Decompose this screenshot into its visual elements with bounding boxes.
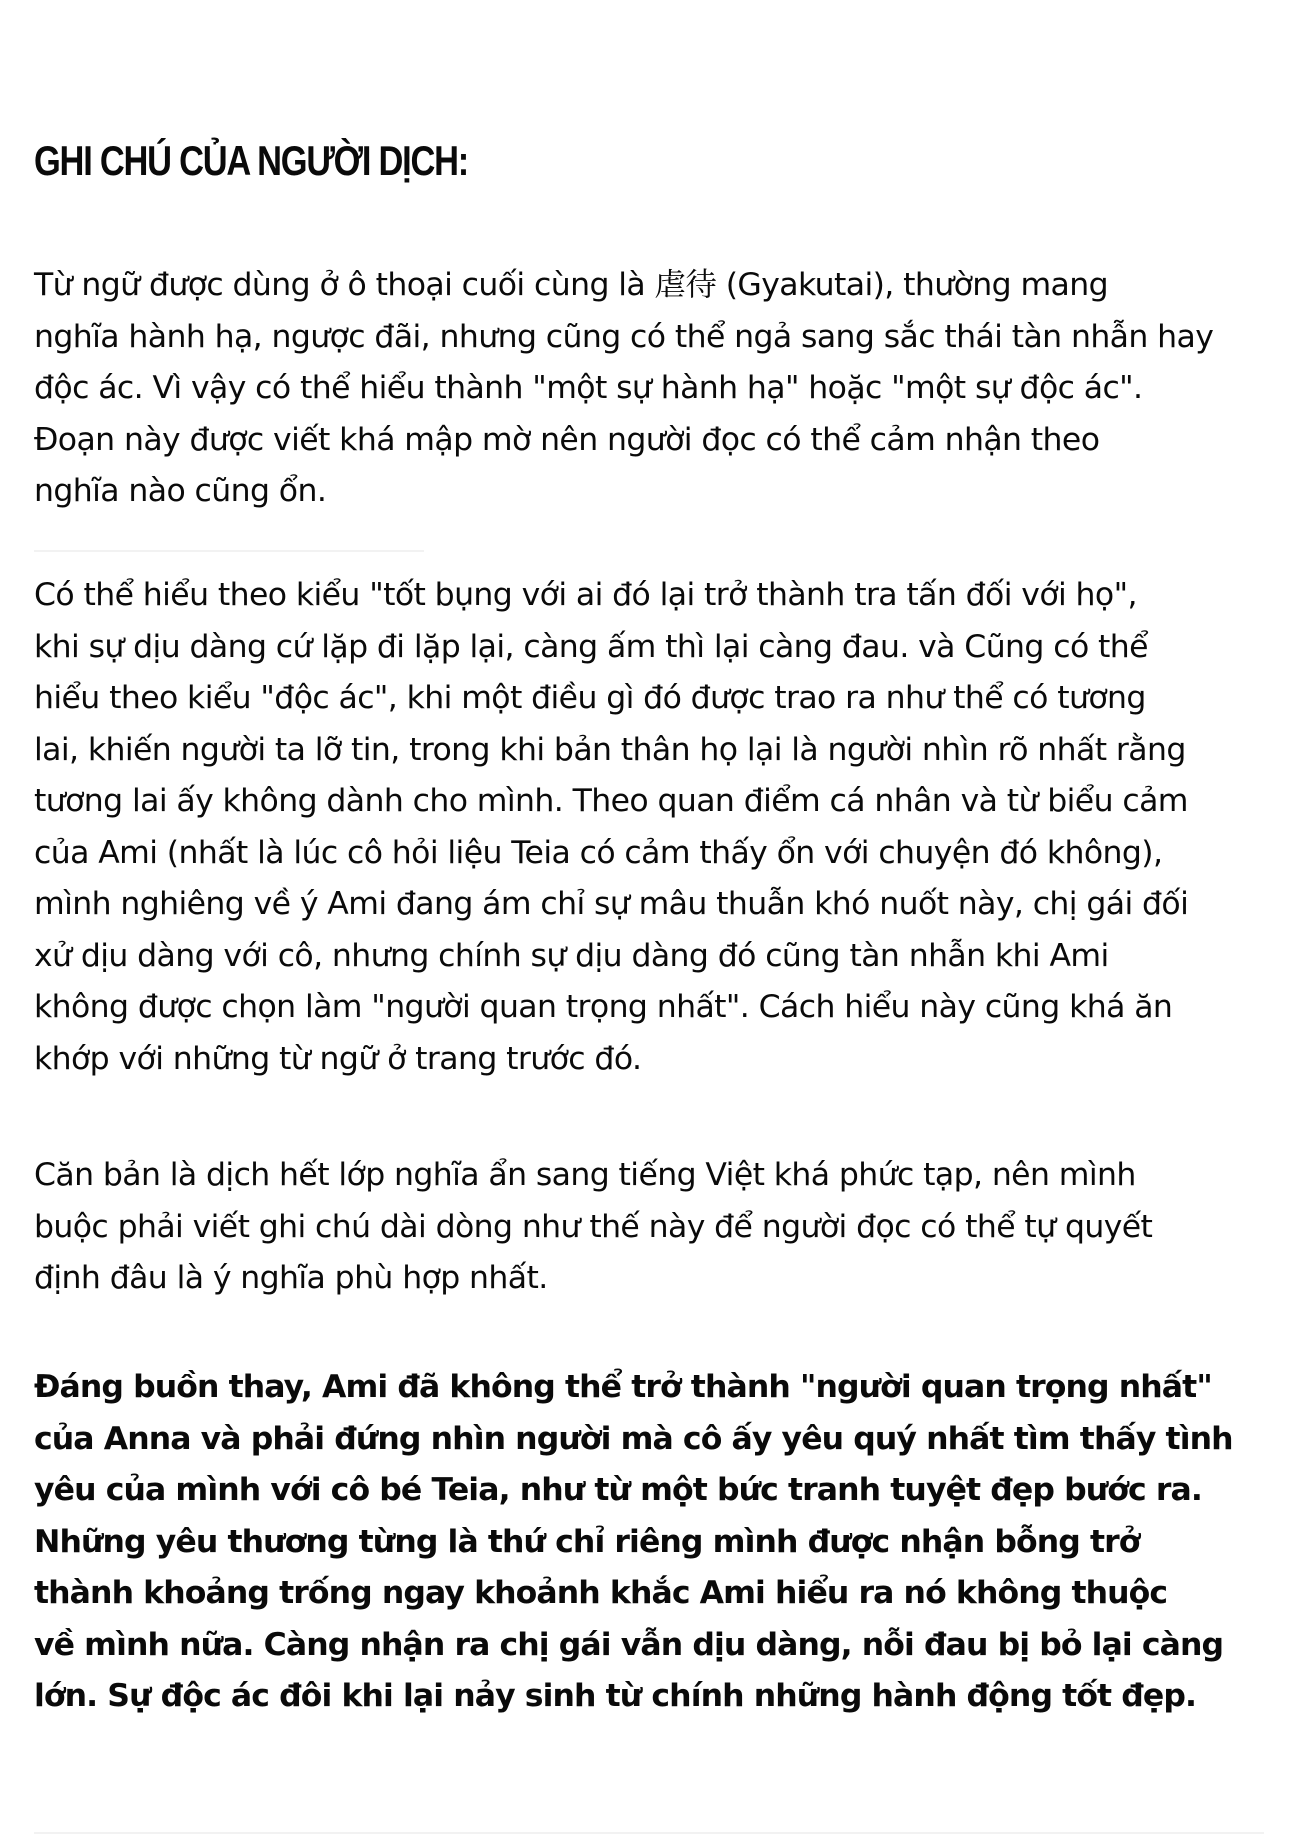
text-line: độc ác. Vì vậy có thể hiểu thành "một sự hành hạ" hoặc "một sự độc ác".: [34, 370, 1143, 406]
text-line: lai, khiến người ta lỡ tin, trong khi bản thân họ lại là người nhìn rõ nhất rằng: [34, 731, 1186, 768]
text-line: của Ami (nhất là lúc cô hỏi liệu Teia có cảm thấy ổn với chuyện đó không),: [34, 834, 1163, 871]
text-line: không được chọn làm "người quan trọng nhất". Cách hiểu này cũng khá ăn: [34, 989, 1173, 1025]
paragraph-interpretation: [34, 570, 1284, 1085]
faint-divider: [34, 550, 424, 552]
paragraph-closing-reflection: [34, 1362, 1284, 1723]
paragraph-translation-difficulty: [34, 1150, 1284, 1305]
text-line: Những yêu thương từng là thứ chỉ riêng mình được nhận bỗng trở: [34, 1523, 1140, 1560]
text-line: mình nghiêng về ý Ami đang ám chỉ sự mâu thuẫn khó nuốt này, chị gái đối: [34, 886, 1189, 922]
text-line: Từ ngữ được dùng ở ô thoại cuối cùng là 虐待 (Gyakutai), thường mang: [34, 267, 1109, 303]
faint-divider: [34, 1832, 1264, 1834]
text-line: của Anna và phải đứng nhìn người mà cô ấy yêu quý nhất tìm thấy tình: [34, 1420, 1233, 1457]
text-line: thành khoảng trống ngay khoảnh khắc Ami hiểu ra nó không thuộc: [34, 1575, 1168, 1611]
text-line: Đáng buồn thay, Ami đã không thể trở thành "người quan trọng nhất": [34, 1369, 1212, 1405]
text-line: buộc phải viết ghi chú dài dòng như thế này để người đọc có thể tự quyết: [34, 1208, 1153, 1245]
text-line: nghĩa hành hạ, ngược đãi, nhưng cũng có thể ngả sang sắc thái tàn nhẫn hay: [34, 318, 1214, 355]
text-line: hiểu theo kiểu "độc ác", khi một điều gì đó được trao ra như thể có tương: [34, 680, 1146, 716]
text-line: nghĩa nào cũng ổn.: [34, 473, 327, 509]
text-line: Đoạn này được viết khá mập mờ nên người đọc có thể cảm nhận theo: [34, 421, 1100, 458]
text-line: về mình nữa. Càng nhận ra chị gái vẫn dịu dàng, nỗi đau bị bỏ lại càng: [34, 1626, 1224, 1663]
text-line: khớp với những từ ngữ ở trang trước đó.: [34, 1040, 642, 1077]
text-line: khi sự dịu dàng cứ lặp đi lặp lại, càng ấm thì lại càng đau. và Cũng có thể: [34, 628, 1148, 665]
text-line: tương lai ấy không dành cho mình. Theo quan điểm cá nhân và từ biểu cảm: [34, 783, 1188, 819]
text-line: yêu của mình với cô bé Teia, như từ một bức tranh tuyệt đẹp bước ra.: [34, 1472, 1202, 1508]
text-line: Có thể hiểu theo kiểu "tốt bụng với ai đó lại trở thành tra tấn đối với họ",: [34, 577, 1137, 613]
text-line: định đâu là ý nghĩa phù hợp nhất.: [34, 1260, 548, 1296]
text-line: xử dịu dàng với cô, nhưng chính sự dịu dàng đó cũng tàn nhẫn khi Ami: [34, 937, 1109, 974]
text-line: lớn. Sự độc ác đôi khi lại nảy sinh từ chính những hành động tốt đẹp.: [34, 1678, 1197, 1714]
paragraph-term-explanation: [34, 260, 1284, 518]
text-line: Căn bản là dịch hết lớp nghĩa ẩn sang tiếng Việt khá phức tạp, nên mình: [34, 1157, 1136, 1193]
page-title: GHI CHÚ CỦA NGƯỜI DỊCH:: [34, 137, 468, 184]
